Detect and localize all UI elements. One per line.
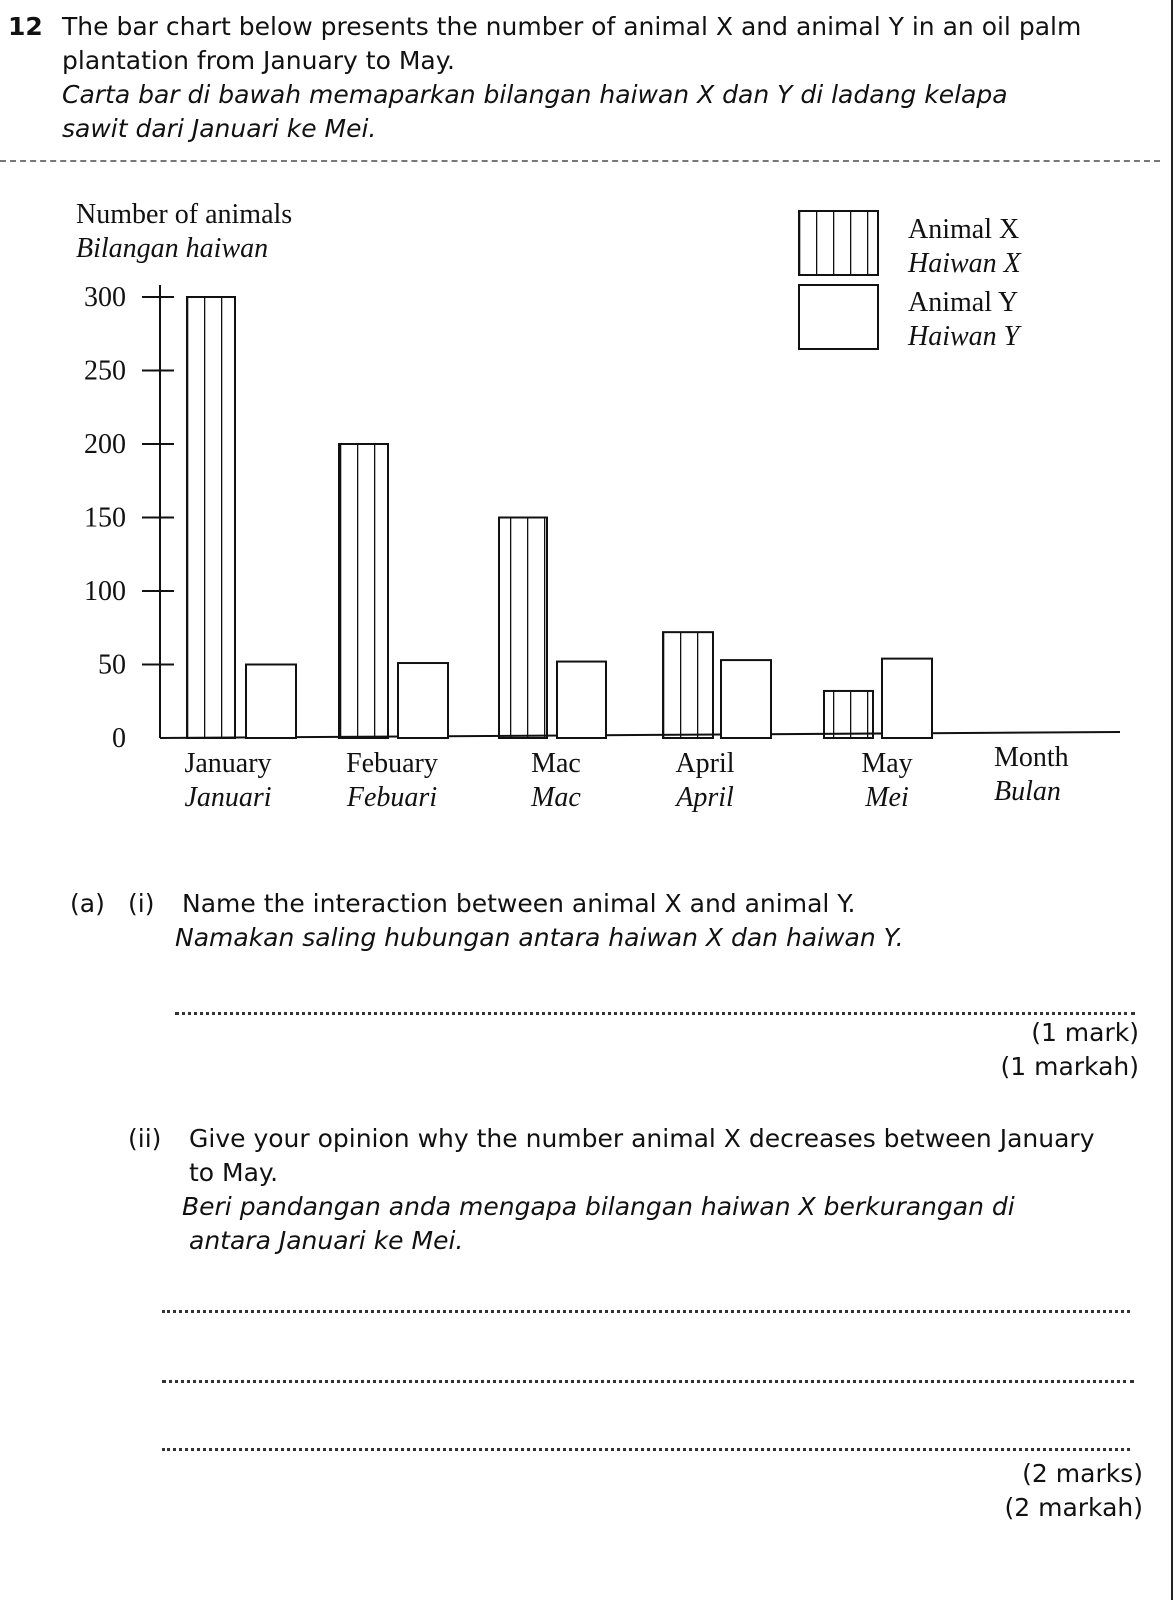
question-text-ms-1: Carta bar di bawah memaparkan bilangan haiwan X dan Y di ladang kelapa bbox=[62, 80, 1008, 109]
bar-animal-y-may bbox=[882, 659, 932, 738]
marks-a-ii-ms: (2 markah) bbox=[1004, 1493, 1143, 1522]
question-number: 12 bbox=[8, 12, 43, 41]
x-axis-title-ms: Bulan bbox=[994, 776, 1061, 807]
x-labels bbox=[184, 748, 912, 813]
y-tick-label: 200 bbox=[84, 429, 126, 460]
legend-swatch-x bbox=[799, 211, 878, 275]
marks-a-ii-en: (2 marks) bbox=[1022, 1459, 1143, 1488]
y-axis-title-ms: Bilangan haiwan bbox=[76, 233, 269, 264]
part-a-i-label: (i) bbox=[128, 889, 155, 918]
x-tick-label: May bbox=[861, 748, 913, 779]
y-axis-title: Number of animals bbox=[76, 199, 293, 230]
bar-animal-x-january bbox=[187, 297, 235, 738]
y-tick-label: 250 bbox=[84, 355, 126, 387]
legend-label-x: Animal X bbox=[908, 214, 1020, 245]
y-tick-label: 50 bbox=[98, 649, 126, 681]
question-text-en-2: plantation from January to May. bbox=[62, 46, 455, 75]
legend-label-y-ms: Haiwan Y bbox=[908, 321, 1020, 352]
x-tick-label: January bbox=[184, 748, 272, 779]
answer-line-a-i[interactable] bbox=[175, 1012, 1135, 1015]
x-axis bbox=[160, 732, 1120, 738]
y-tick-label: 0 bbox=[112, 723, 126, 754]
bar-animal-x-mac bbox=[499, 518, 547, 739]
legend-swatch-y bbox=[799, 285, 878, 349]
part-a-i-text-ms: Namakan saling hubungan antara haiwan X dan haiwan Y. bbox=[175, 923, 904, 952]
bar-chart bbox=[0, 180, 1173, 830]
y-tick-label: 100 bbox=[84, 576, 126, 607]
x-axis-title: Month bbox=[994, 742, 1069, 773]
answer-line-a-ii-3[interactable] bbox=[162, 1448, 1130, 1451]
x-tick-label-ms: Mac bbox=[531, 782, 581, 813]
y-tick-label: 150 bbox=[84, 502, 126, 534]
x-tick-label-ms: Mei bbox=[865, 782, 909, 813]
question-text-ms-2: sawit dari Januari ke Mei. bbox=[62, 114, 377, 143]
part-a-ii-text-en-2: to May. bbox=[189, 1158, 279, 1187]
bar-animal-y-january bbox=[246, 665, 296, 739]
part-a-ii-text-ms-1: Beri pandangan anda mengapa bilangan haiwan X berkurangan di bbox=[182, 1192, 1015, 1221]
part-a-i-text-en: Name the interaction between animal X and animal Y. bbox=[182, 889, 856, 918]
part-a-label: (a) bbox=[70, 889, 105, 918]
x-tick-label-ms: April bbox=[676, 782, 734, 813]
x-tick-label: Febuary bbox=[346, 748, 438, 779]
x-tick-label: April bbox=[675, 748, 735, 779]
bars bbox=[187, 297, 932, 738]
section-divider bbox=[0, 160, 1160, 162]
legend bbox=[799, 211, 1023, 352]
question-text-en-1: The bar chart below presents the number of animal X and animal Y in an oil palm bbox=[62, 12, 1082, 41]
bar-animal-x-may bbox=[824, 691, 873, 738]
answer-line-a-ii-2[interactable] bbox=[162, 1380, 1134, 1383]
legend-label-x-ms: Haiwan X bbox=[908, 248, 1021, 279]
y-tick-label: 300 bbox=[84, 282, 126, 313]
marks-a-i-ms: (1 markah) bbox=[1000, 1052, 1139, 1081]
bar-animal-y-april bbox=[721, 660, 771, 738]
part-a-ii-text-en-1: Give your opinion why the number animal X decreases between January bbox=[189, 1124, 1095, 1153]
bar-animal-y-febuary bbox=[398, 663, 448, 738]
x-tick-label-ms: Febuari bbox=[346, 782, 438, 813]
x-tick-label: Mac bbox=[531, 748, 581, 779]
bar-animal-x-febuary bbox=[339, 444, 388, 738]
bar-animal-x-april bbox=[663, 632, 713, 738]
marks-a-i-en: (1 mark) bbox=[1031, 1018, 1139, 1047]
part-a-ii-text-ms-2: antara Januari ke Mei. bbox=[189, 1226, 464, 1255]
legend-label-y: Animal Y bbox=[908, 287, 1019, 318]
answer-line-a-ii-1[interactable] bbox=[162, 1310, 1130, 1313]
bar-animal-y-mac bbox=[557, 662, 606, 738]
x-tick-label-ms: Januari bbox=[184, 782, 272, 813]
part-a-ii-label: (ii) bbox=[128, 1124, 162, 1153]
